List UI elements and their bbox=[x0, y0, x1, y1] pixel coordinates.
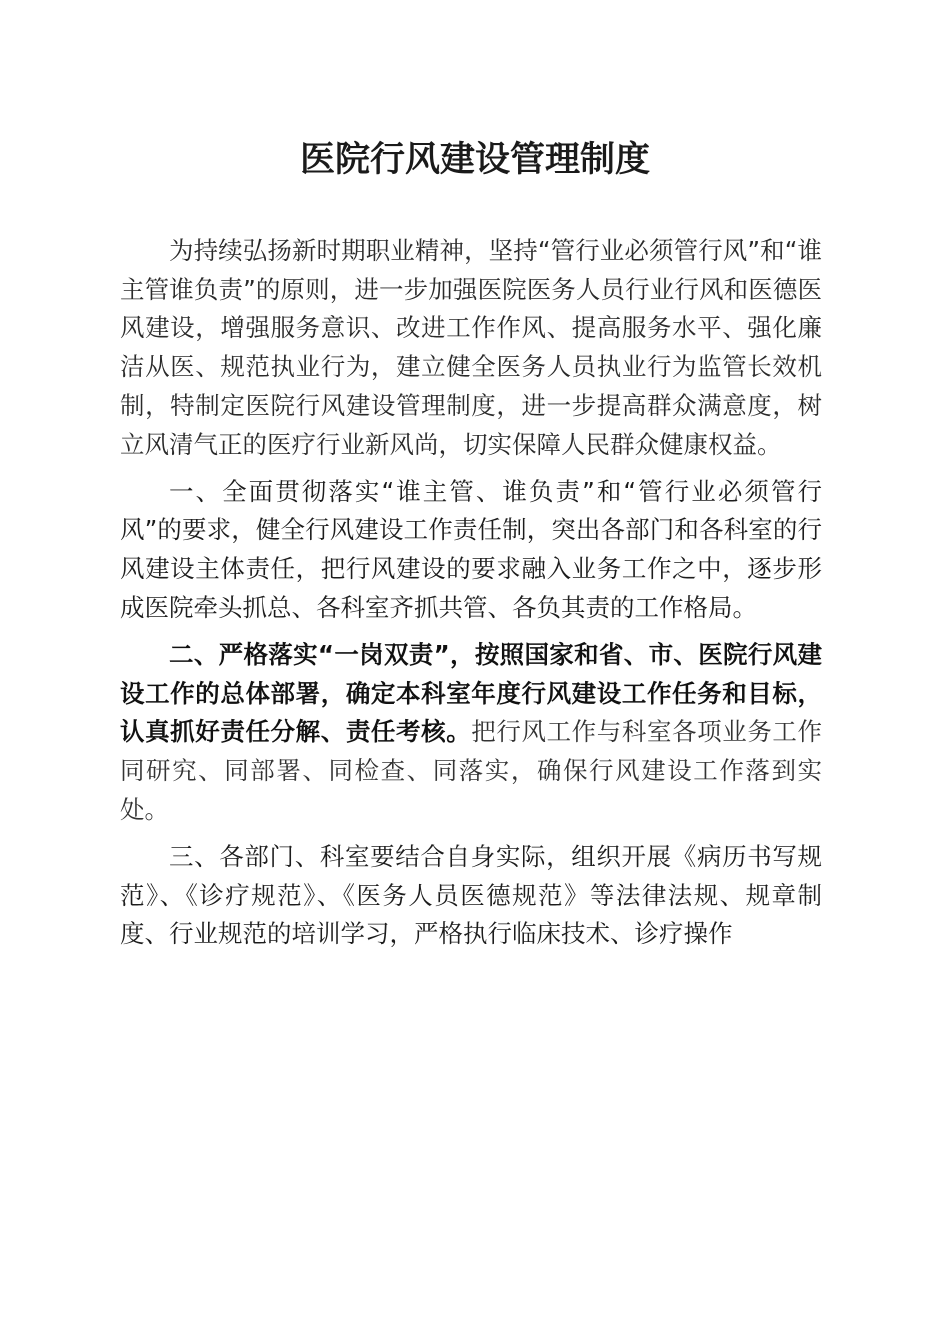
paragraph-section-2-main: 二、严格落实“一岗双责”，按照国家和省、市、医院行风建设工作的总体部署，确定本科室年度行风建设工作任务和目标，认真抓好责任分解、责任考核。 bbox=[120, 640, 822, 747]
paragraph-section-2 bbox=[120, 636, 822, 830]
paragraph-section-3: 三、各部门、科室要结合自身实际，组织开展《病历书写规范》、《诊疗规范》、《医务人员医德规范》等法律法规、规章制度、行业规范的培训学习，严格执行临床技术、诊疗操作 bbox=[120, 842, 822, 949]
paragraph-intro: 为持续弘扬新时期职业精神，坚持“管行业必须管行风”和“谁主管谁负责”的原则，进一步加强医院医务人员行业行风和医德医风建设，增强服务意识、改进工作作风、提高服务水平、强化廉洁从医、规范执业行为，建立健全医务人员执业行为监管长效机制，特制定医院行风建设管理制度，进一步提高群众满意度，树立风清气正的医疗行业新风尚，切实保障人民群众健康权益。 bbox=[120, 236, 822, 459]
document-body bbox=[120, 232, 822, 963]
paragraph-section-1: 一、全面贯彻落实“谁主管、谁负责”和“管行业必须管行风”的要求，健全行风建设工作责任制，突出各部门和各科室的行风建设主体责任，把行风建设的要求融入业务工作之中，逐步形成医院牵头抓总、各科室齐抓共管、各负其责的工作格局。 bbox=[120, 476, 822, 622]
paragraph-section-2-continuation: 把行风工作与科室各项业务工作同研究、同部署、同检查、同落实，确保行风建设工作落到实处。 bbox=[120, 717, 822, 824]
document-title: 医院行风建设管理制度 bbox=[299, 139, 650, 180]
